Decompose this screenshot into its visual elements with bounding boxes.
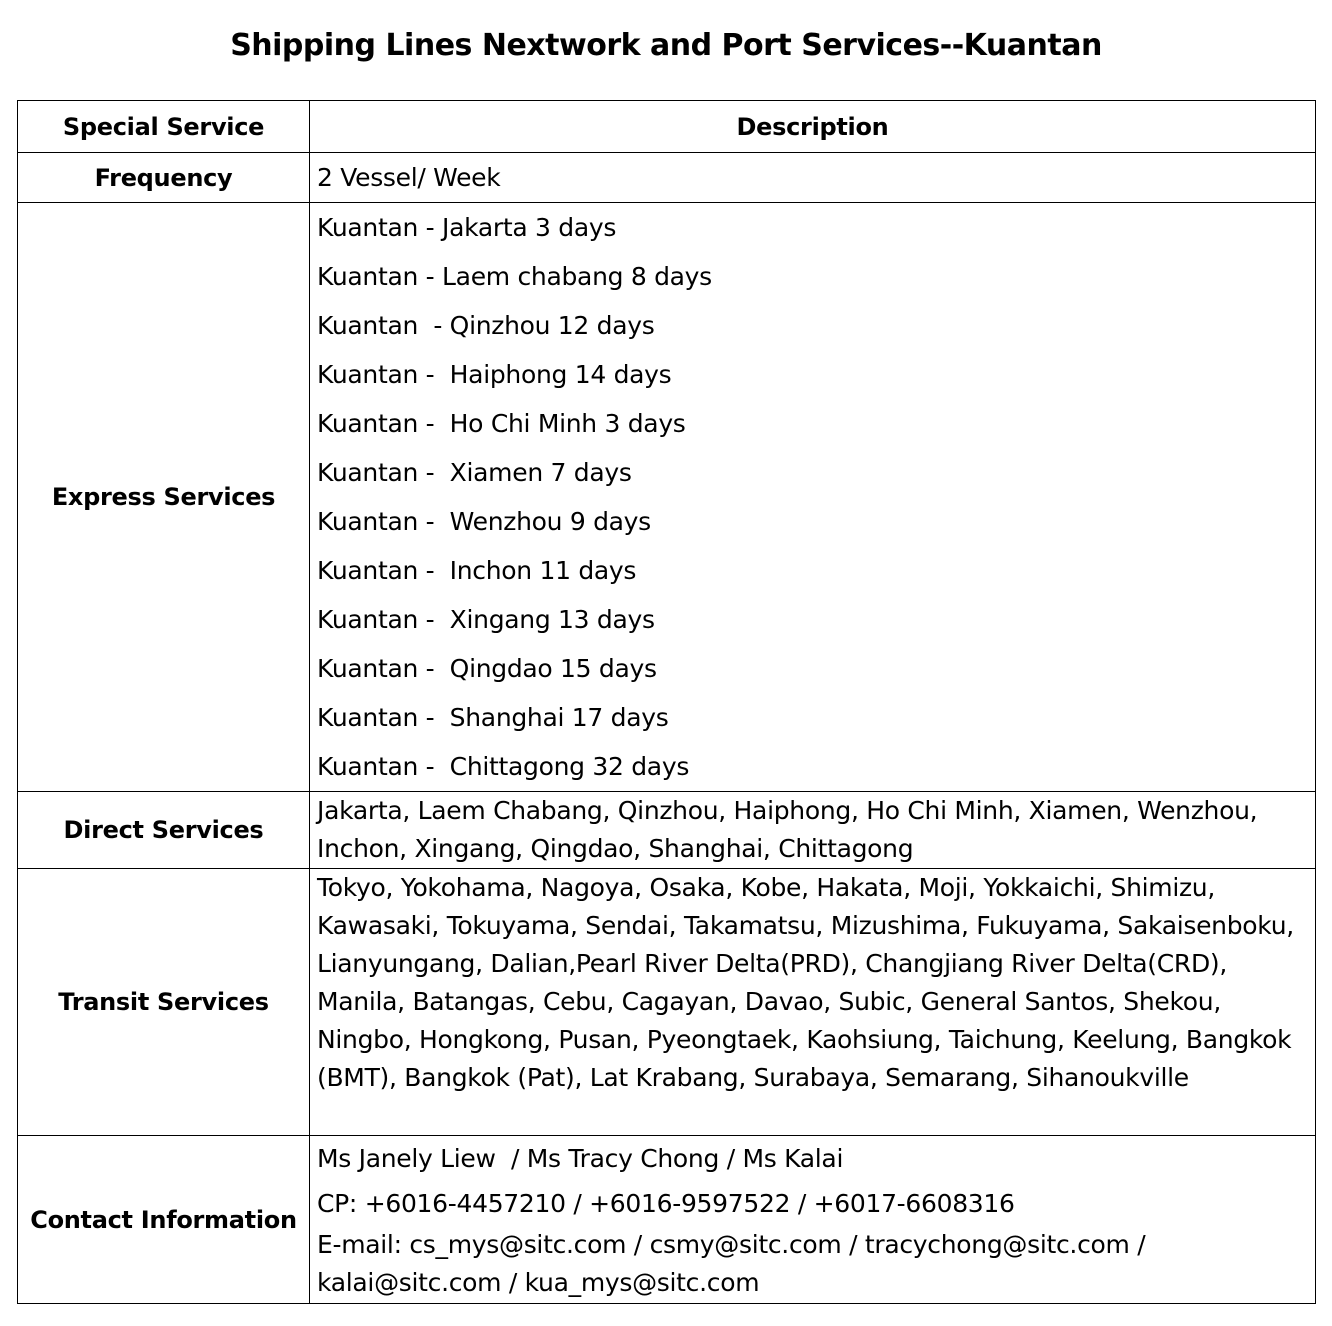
page-title: Shipping Lines Nextwork and Port Services--Kuantan (230, 28, 1102, 63)
route-item: Kuantan - Shanghai 17 days (317, 703, 669, 732)
frequency-value: 2 Vessel/ Week (310, 153, 1316, 203)
table-row-express (18, 203, 1316, 792)
frequency-label: Frequency (18, 153, 310, 203)
contact-label: Contact Information (18, 1136, 310, 1304)
table-row-transit (18, 869, 1316, 1136)
contact-details (310, 1136, 1316, 1304)
route-item: Kuantan - Qinzhou 12 days (317, 311, 655, 340)
transit-value: Tokyo, Yokohama, Nagoya, Osaka, Kobe, Hakata, Moji, Yokkaichi, Shimizu, Kawasaki, Tokuyama, Sendai, Takamatsu, Mizushima, Fukuyama, Sakaisenboku, Lianyungang, Dalian,Pearl River Delta(PRD), Changjiang River Delta(CRD), Manila, Batangas, Cebu, Cagayan, Davao, Subic, General Santos, Shekou, Ningbo, Hongkong, Pusan, Pyeongtaek, Kaohsiung, Taichung, Keelung, Bangkok (BMT), Bangkok (Pat), Lat Krabang, Surabaya, Semarang, Sihanoukville (310, 869, 1316, 1136)
route-item: Kuantan - Qingdao 15 days (317, 654, 657, 683)
transit-label: Transit Services (18, 869, 310, 1136)
route-item: Kuantan - Chittagong 32 days (317, 752, 690, 781)
route-item: Kuantan - Inchon 11 days (317, 556, 637, 585)
route-item: Kuantan - Xingang 13 days (317, 605, 655, 634)
route-item: Kuantan - Wenzhou 9 days (317, 507, 651, 536)
contact-phones: CP: +6016-4457210 / +6016-9597522 / +6017-6608316 (317, 1189, 1015, 1218)
route-item: Kuantan - Xiamen 7 days (317, 458, 632, 487)
direct-value: Jakarta, Laem Chabang, Qinzhou, Haiphong, Ho Chi Minh, Xiamen, Wenzhou, Inchon, Xingang, Qingdao, Shanghai, Chittagong (310, 792, 1316, 869)
table-row-direct (18, 792, 1316, 869)
contact-emails: E-mail: cs_mys@sitc.com / csmy@sitc.com / tracychong@sitc.com / kalai@sitc.com / kua_mys@sitc.com (317, 1230, 1146, 1297)
route-item: Kuantan - Laem chabang 8 days (317, 262, 712, 291)
table-header-row (18, 101, 1316, 153)
express-routes (310, 203, 1316, 792)
route-item: Kuantan - Jakarta 3 days (317, 213, 617, 242)
express-label: Express Services (18, 203, 310, 792)
direct-label: Direct Services (18, 792, 310, 869)
contact-names: Ms Janely Liew / Ms Tracy Chong / Ms Kalai (317, 1144, 844, 1173)
table-row-frequency (18, 153, 1316, 203)
route-item: Kuantan - Haiphong 14 days (317, 360, 672, 389)
route-item: Kuantan - Ho Chi Minh 3 days (317, 409, 686, 438)
table-row-contact (18, 1136, 1316, 1304)
header-special-service: Special Service (18, 101, 310, 153)
header-description: Description (310, 101, 1316, 153)
services-table (17, 100, 1316, 1304)
